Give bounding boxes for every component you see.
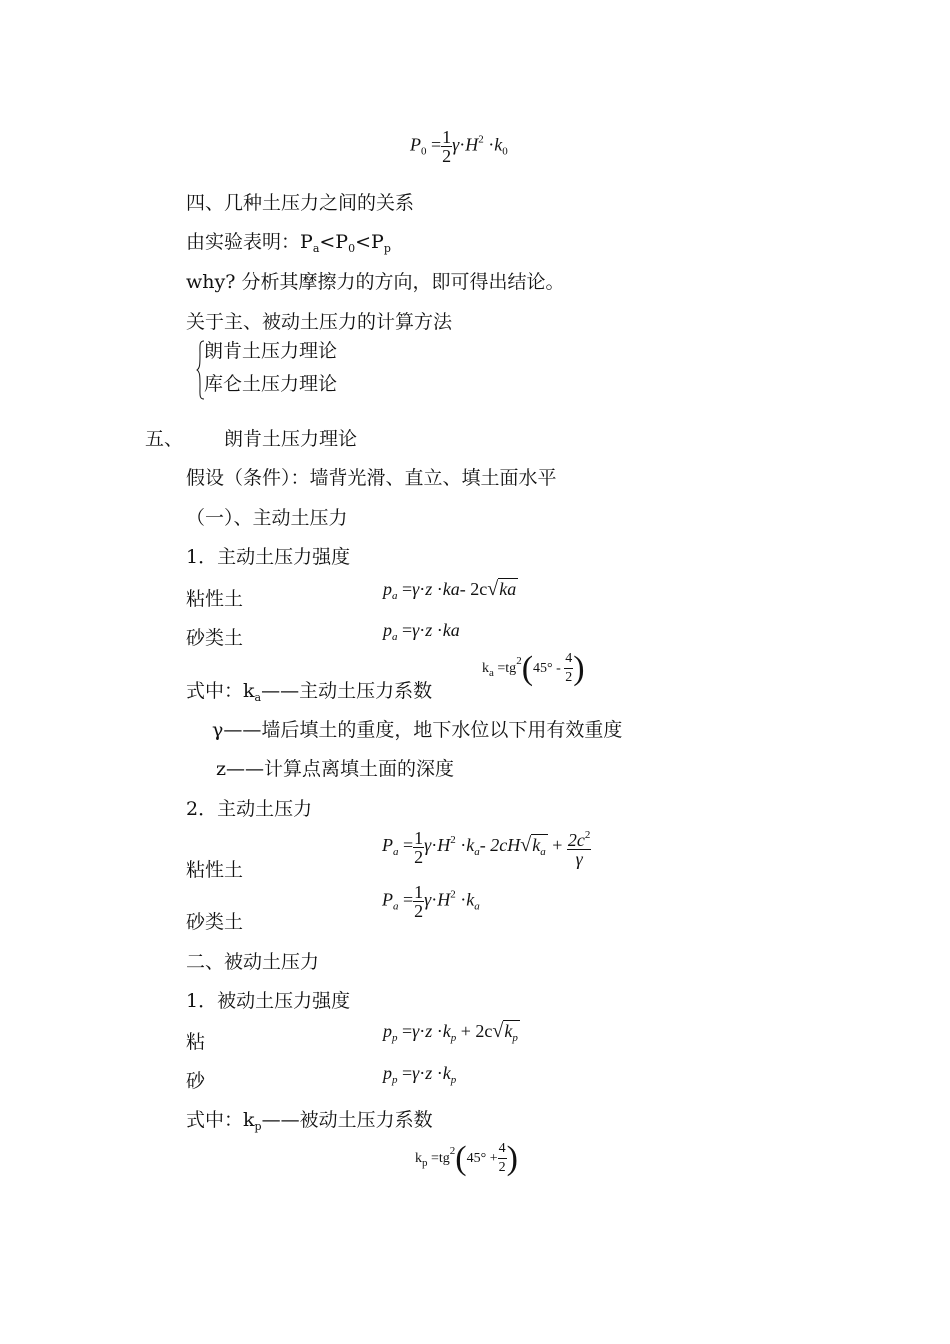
pp-sand-formula: $p_p =\gamma\cdot z \cdot k_p$ <box>383 1063 457 1086</box>
z-note: z——计算点离填土面的深度 <box>216 758 455 780</box>
cohesive-label-2: 粘性土 <box>186 859 244 881</box>
cohesive-label-3: 粘 <box>186 1031 206 1053</box>
Pa-cohesive-formula: $P_a$ = $\frac{1}{2}$ $\gamma\cdot H^2 \cdot k_a-$ $2cH√k_a$ + $\frac{2c^2}{\gamma}$ <box>382 827 591 869</box>
ka-note: 式中：$k_a——$主动土压力系数 <box>186 680 433 704</box>
kp-coefficient-formula: $k_p =tg^2(45^\circ$ + $\frac{4}{2}$ ) <box>415 1139 518 1177</box>
pp-cohesive-formula: $p_p =\gamma\cdot z \cdot k_p + 2c√k_p$ <box>383 1020 520 1049</box>
why-line: why? 分析其摩擦力的方向，即可得出结论。 <box>186 271 565 293</box>
ka-coefficient-formula: $k_a =tg^2(45^\circ$ - $\frac{4}{2}$ ) <box>482 649 585 687</box>
experiment-line: 由实验表明：$P_a<P_0<P_p$ <box>186 231 391 255</box>
section-5-number: 五、 <box>145 428 184 450</box>
sand-label-2: 砂类土 <box>186 911 244 933</box>
methods-title: 关于主、被动土压力的计算方法 <box>186 311 453 333</box>
sand-label-3: 砂 <box>186 1070 206 1092</box>
section-5-title: 朗肯土压力理论 <box>224 428 358 450</box>
assumption-line: 假设（条件）：墙背光滑、直立、填土面水平 <box>186 467 557 489</box>
section-4-title: 四、几种土压力之间的关系 <box>186 192 415 214</box>
sand-label-1: 砂类土 <box>186 627 244 649</box>
passive-intensity-title: 1．被动土压力强度 <box>186 990 351 1012</box>
gamma-note: γ——墙后填土的重度，地下水位以下用有效重度 <box>212 719 623 741</box>
method-coulomb: 库仑土压力理论 <box>204 373 338 395</box>
passive-pressure-title: 二、被动土压力 <box>186 951 320 973</box>
pa-sand-formula: $p_a =\gamma\cdot z \cdot ka$ <box>383 620 460 643</box>
active-pressure-title: （一）、主动土压力 <box>186 507 348 529</box>
active-force-title: 2．主动土压力 <box>186 798 313 820</box>
method-rankine: 朗肯土压力理论 <box>204 340 338 362</box>
active-intensity-title: 1．主动土压力强度 <box>186 546 351 568</box>
cohesive-label-1: 粘性土 <box>186 588 244 610</box>
p0-formula: $P_0$ = $\frac{1}{2}$ $\gamma\cdot H^2 \cdot k_0$ <box>410 127 508 166</box>
pa-cohesive-formula: $p_a =\gamma\cdot z \cdot ka-$ 2c√ka <box>383 578 517 602</box>
Pa-sand-formula: $P_a$ = $\frac{1}{2}$ $\gamma\cdot H^2 \cdot k_a$ <box>382 882 480 921</box>
kp-note: 式中：$k_p——$被动土压力系数 <box>186 1109 433 1133</box>
